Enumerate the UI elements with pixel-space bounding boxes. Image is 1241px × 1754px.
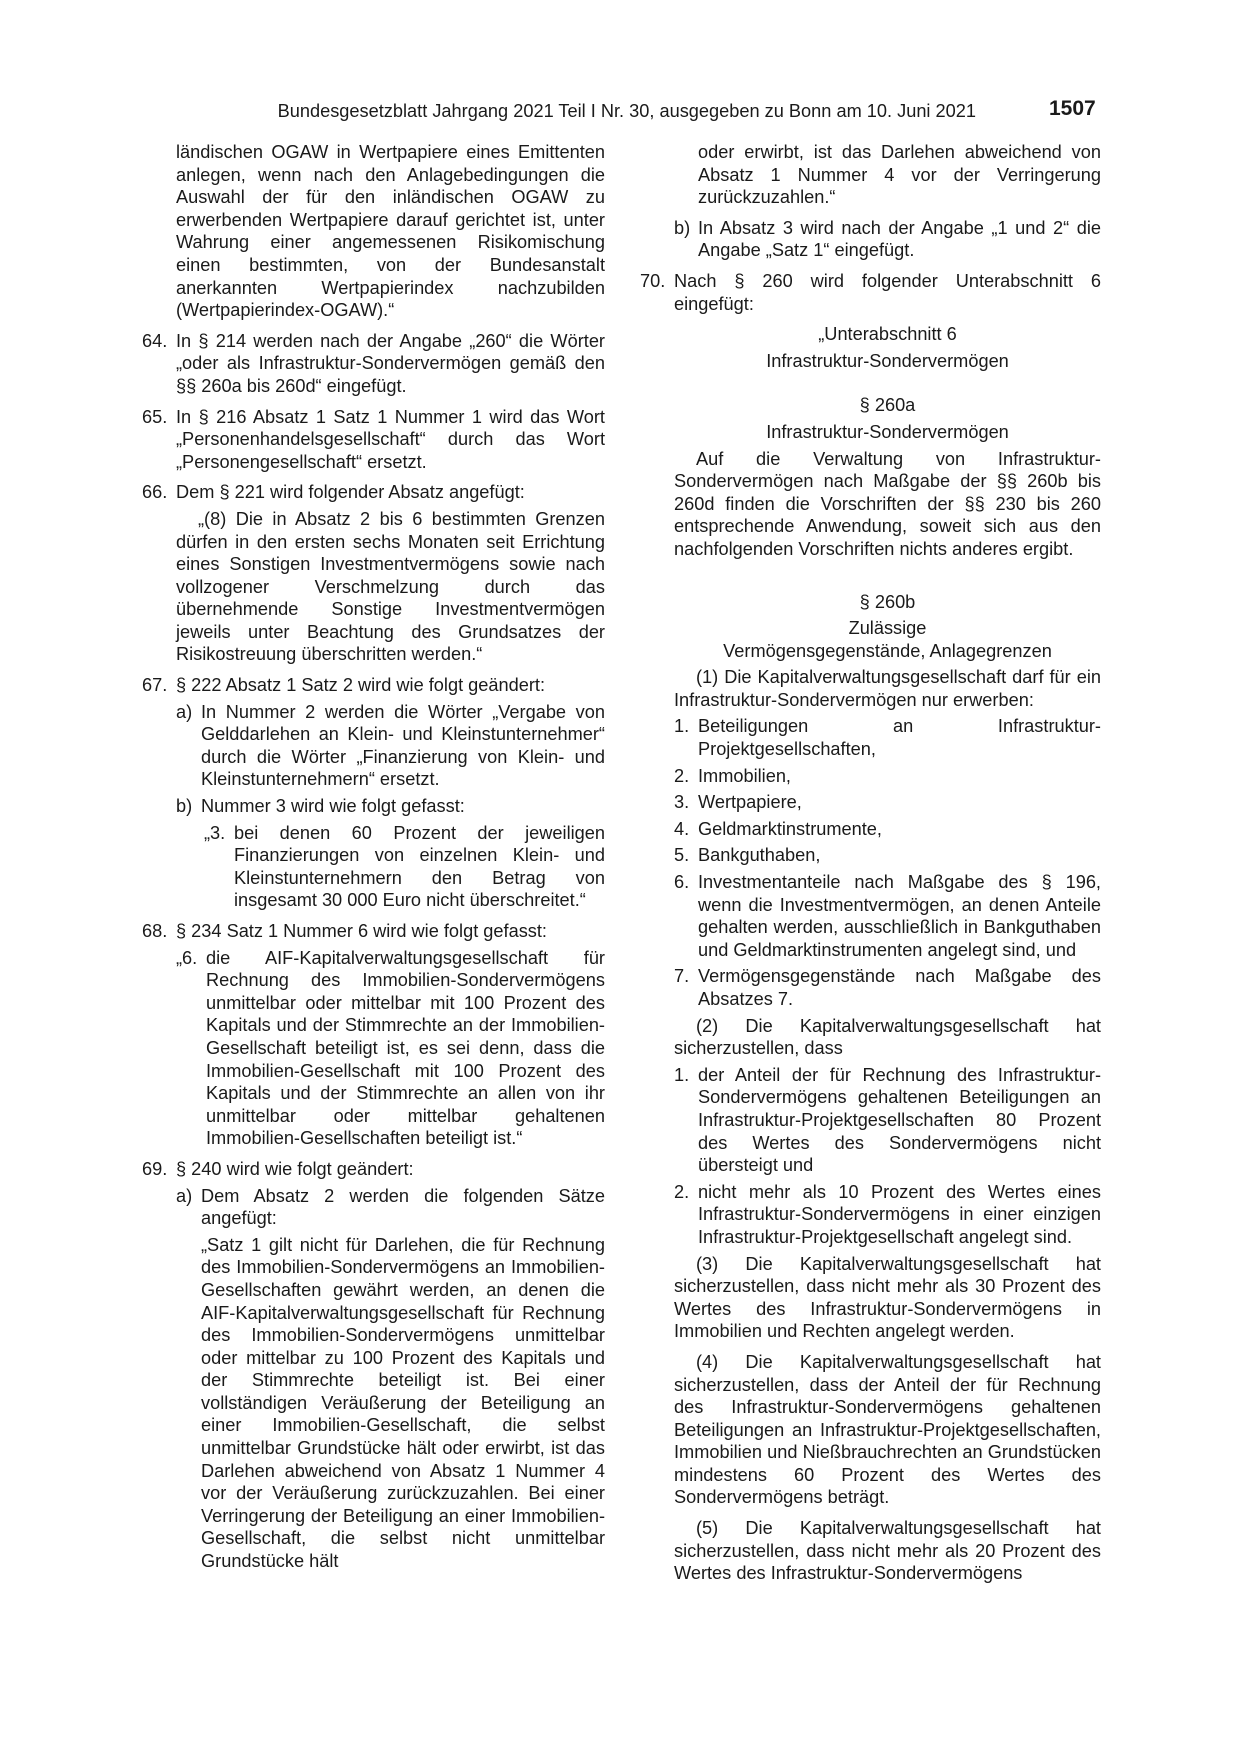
item-number: 69. <box>142 1158 168 1179</box>
item-text: In § 214 werden nach der Angabe „260“ die Wörter „oder als Infrastruktur-Sondervermögen gemäß den §§ 260a bis 260d“ eingefügt. <box>176 330 605 396</box>
item-67 <box>142 674 605 697</box>
list-item <box>674 1181 1101 1249</box>
item-label: „6. <box>176 947 198 968</box>
item-69a <box>176 1185 605 1230</box>
subsection-subtitle: Infrastruktur-Sondervermögen <box>766 350 1009 371</box>
item-text: nicht mehr als 10 Prozent des Wertes eines Infrastruktur-Sondervermögens in einer einzigen Infrastruktur-Projektgesellschaft angelegt sind. <box>698 1181 1101 1247</box>
item-text: Nach § 260 wird folgender Unterabschnitt 6 eingefügt: <box>674 270 1101 314</box>
section-title: Zulässige <box>848 618 927 639</box>
page-header <box>0 97 1241 130</box>
item-number: 6. <box>674 872 690 893</box>
continuation-paragraph: ländischen OGAW in Wertpapiere eines Emittenten anlegen, wenn nach den Anlagebedingungen die Auswahl der für den inländischen OGAW zu erwerbenden Wertpapiere darauf gerichtet ist, unter Wahrung einer angemessenen Risikomischung einen bestimmten, von der Bundesanstalt anerkannten Wertpapierindex nachzubilden (Wertpapierindex-OGAW).“ <box>176 142 605 321</box>
list-item <box>674 965 1101 1010</box>
item-text: § 234 Satz 1 Nummer 6 wird wie folgt gefasst: <box>176 921 547 941</box>
page-number: 1507 <box>1049 97 1096 120</box>
right-column <box>640 141 1101 1585</box>
item-text: In § 216 Absatz 1 Satz 1 Nummer 1 wird das Wort „Personenhandelsgesellschaft“ durch das Wort „Personengesellschaft“ ersetzt. <box>176 406 605 472</box>
item-64 <box>142 330 605 398</box>
item-number: 1. <box>674 716 690 737</box>
list-item <box>674 844 1101 867</box>
item-label: b) <box>674 217 691 238</box>
item-text: Wertpapiere, <box>698 792 802 813</box>
item-number: 3. <box>674 792 690 813</box>
section-title: Vermögensgegenstände, Anlagegrenzen <box>723 640 1052 661</box>
paragraph-abs2: (2) Die Kapitalverwaltungsgesellschaft hat sicherzustellen, dass <box>674 1015 1101 1059</box>
item-text: Dem § 221 wird folgender Absatz angefügt: <box>176 482 525 503</box>
item-number: 2. <box>674 1181 690 1202</box>
item-text: Beteiligungen an Infrastruktur-Projektgesellschaften, <box>698 716 1101 760</box>
paragraph-abs1: (1) Die Kapitalverwaltungsgesellschaft darf für ein Infrastruktur-Sondervermögen nur erwerben: <box>674 667 1101 710</box>
item-text: Dem Absatz 2 werden die folgenden Sätze angefügt: <box>201 1185 605 1229</box>
item-label: „3. <box>204 822 226 843</box>
quote-paragraph: „(8) Die in Absatz 2 bis 6 bestimmten Grenzen dürfen in den ersten sechs Monaten seit Errichtung eines Sonstigen Investmentvermögens sowie nach vollzogener Verschmelzung durch das übernehmende Sonstige Investmentvermögen jeweils unter Beachtung des Grundsatzes der Risikostreuung überschritten werden.“ <box>176 508 605 665</box>
item-text: Bankguthaben, <box>698 845 821 866</box>
item-text: Vermögensgegenstände nach Maßgabe des Absatzes 7. <box>698 966 1101 1009</box>
continuation-paragraph: oder erwirbt, ist das Darlehen abweichend von Absatz 1 Nummer 4 vor der Verringerung zurückzuzahlen.“ <box>698 142 1101 208</box>
list-item <box>674 871 1101 961</box>
left-column <box>142 141 605 1573</box>
list-item <box>674 1064 1101 1177</box>
header-title: Bundesgesetzblatt Jahrgang 2021 Teil I Nr. 30, ausgegeben zu Bonn am 10. Juni 2021 <box>277 101 976 121</box>
paragraph-abs4: (4) Die Kapitalverwaltungsgesellschaft hat sicherzustellen, dass der Anteil der für Rechnung des Infrastruktur-Sondervermögens gehaltenen Beteiligungen an Infrastruktur-Projektgesellschaften, Immobilien und Nießbrauchrechten an Grundstücken mindestens 60 Prozent des Wertes des Sondervermögens beträgt. <box>674 1351 1101 1508</box>
item-number: 1. <box>674 1064 690 1085</box>
item-text: § 222 Absatz 1 Satz 2 wird wie folgt geändert: <box>176 675 546 696</box>
item-text: § 240 wird wie folgt geändert: <box>176 1158 414 1179</box>
list-item <box>674 818 1101 841</box>
subsection-title: „Unterabschnitt 6 <box>818 324 957 345</box>
section-number: § 260a <box>859 395 916 416</box>
section-number: § 260b <box>859 591 916 612</box>
list-item <box>674 765 1101 788</box>
section-paragraph: Auf die Verwaltung von Infrastruktur-Sondervermögen nach Maßgabe der §§ 260b bis 260d finden die Vorschriften der §§ 230 bis 260 entsprechende Anwendung, soweit sich aus den nachfolgenden Vorschriften nichts anderes ergibt. <box>674 448 1101 559</box>
item-68 <box>142 920 605 943</box>
spacer <box>674 372 1101 394</box>
item-70 <box>640 270 1101 315</box>
item-text: In Absatz 3 wird nach der Angabe „1 und 2“ die Angabe „Satz 1“ eingefügt. <box>698 217 1101 261</box>
item-69 <box>142 1158 605 1181</box>
paragraph-abs3: (3) Die Kapitalverwaltungsgesellschaft hat sicherzustellen, dass nicht mehr als 30 Prozent des Wertes des Infrastruktur-Sondervermögens in Immobilien und Rechten angelegt werden. <box>674 1253 1101 1342</box>
quote-paragraph: „Satz 1 gilt nicht für Darlehen, die für Rechnung des Immobilien-Sondervermögens an Immobilien-Gesellschaften gewährt werden, an denen die AIF-Kapitalverwaltungsgesellschaft für Rechnung des Immobilien-Sondervermögens unmittelbar oder mittelbar zu 100 Prozent des Kapitals und der Stimmrechte beteiligt ist. Bei einer vollständigen Veräußerung der Beteiligung an einer Immobilien-Gesellschaft, die selbst unmittelbar Grundstücke hält oder erwirbt, ist das Darlehen abweichend von Absatz 1 Nummer 4 vor der Veräußerung zurückzuzahlen. Bei einer Verringerung der Beteiligung an einer Immobilien-Gesellschaft, die selbst nicht unmittelbar Grundstücke hält <box>201 1234 605 1572</box>
item-text: der Anteil der für Rechnung des Infrastruktur-Sondervermögens gehaltenen Beteiligungen an Infrastruktur-Projektgesellschaften 80 Prozent des Wertes des Sondervermögens nicht übersteigt und <box>698 1064 1101 1176</box>
item-67b-quote <box>204 822 605 912</box>
item-number: 5. <box>674 845 690 866</box>
item-number: 65. <box>142 406 168 427</box>
spacer <box>674 561 1101 591</box>
item-label: b) <box>176 796 193 817</box>
item-text: Nummer 3 wird wie folgt gefasst: <box>201 796 465 817</box>
abs2-list <box>674 1064 1101 1249</box>
item-67a <box>176 701 605 791</box>
item-number: 68. <box>142 921 168 941</box>
item-67b <box>176 795 605 818</box>
item-text: In Nummer 2 werden die Wörter „Vergabe von Gelddarlehen an Klein- und Kleinstunternehmer“ durch die Wörter „Finanzierung von Klein- und Kleinstunternehmern“ ersetzt. <box>201 701 605 790</box>
item-text: Investmentanteile nach Maßgabe des § 196, wenn die Investmentvermögen, an denen Anteile gehalten werden, ausschließlich in Bankguthaben und Geldmarktinstrumenten angelegt sind, und <box>698 872 1101 960</box>
item-text: Immobilien, <box>698 765 791 786</box>
item-number: 64. <box>142 330 168 351</box>
item-text: Geldmarktinstrumente, <box>698 818 882 839</box>
paragraph-abs5: (5) Die Kapitalverwaltungsgesellschaft hat sicherzustellen, dass nicht mehr als 20 Prozent des Wertes des Infrastruktur-Sondervermögens <box>674 1518 1101 1584</box>
item-number: 67. <box>142 675 168 696</box>
item-66 <box>142 481 605 504</box>
item-68-quote <box>176 947 605 1150</box>
list-item <box>674 791 1101 814</box>
item-number: 7. <box>674 966 690 987</box>
item-65 <box>142 406 605 474</box>
item-number: 4. <box>674 818 690 839</box>
item-69b <box>674 217 1101 262</box>
item-text: bei denen 60 Prozent der jeweiligen Finanzierungen von einzelnen Klein- und Kleinstunternehmern den Betrag von insgesamt 30 000 Euro nicht überschreitet.“ <box>234 822 605 911</box>
section-title: Infrastruktur-Sondervermögen <box>766 421 1009 442</box>
item-number: 70. <box>640 270 666 291</box>
item-text: die AIF-Kapitalverwaltungsgesellschaft für Rechnung des Immobilien-Sondervermögens unmittelbar oder mittelbar mit 100 Prozent des Kapitals und der Stimmrechte an der Immobilien-Gesellschaft beteiligt ist, es sei denn, dass die Immobilien-Gesellschaft mit 100 Prozent des Kapitals und der Stimmrechte an allen von ihr unmittelbar oder mittelbar gehaltenen Immobilien-Gesellschaften beteiligt ist.“ <box>206 947 605 1149</box>
item-number: 2. <box>674 765 690 786</box>
item-label: a) <box>176 1185 193 1206</box>
list-item <box>674 715 1101 760</box>
abs1-list <box>674 715 1101 1010</box>
item-number: 66. <box>142 482 168 503</box>
item-label: a) <box>176 701 193 722</box>
